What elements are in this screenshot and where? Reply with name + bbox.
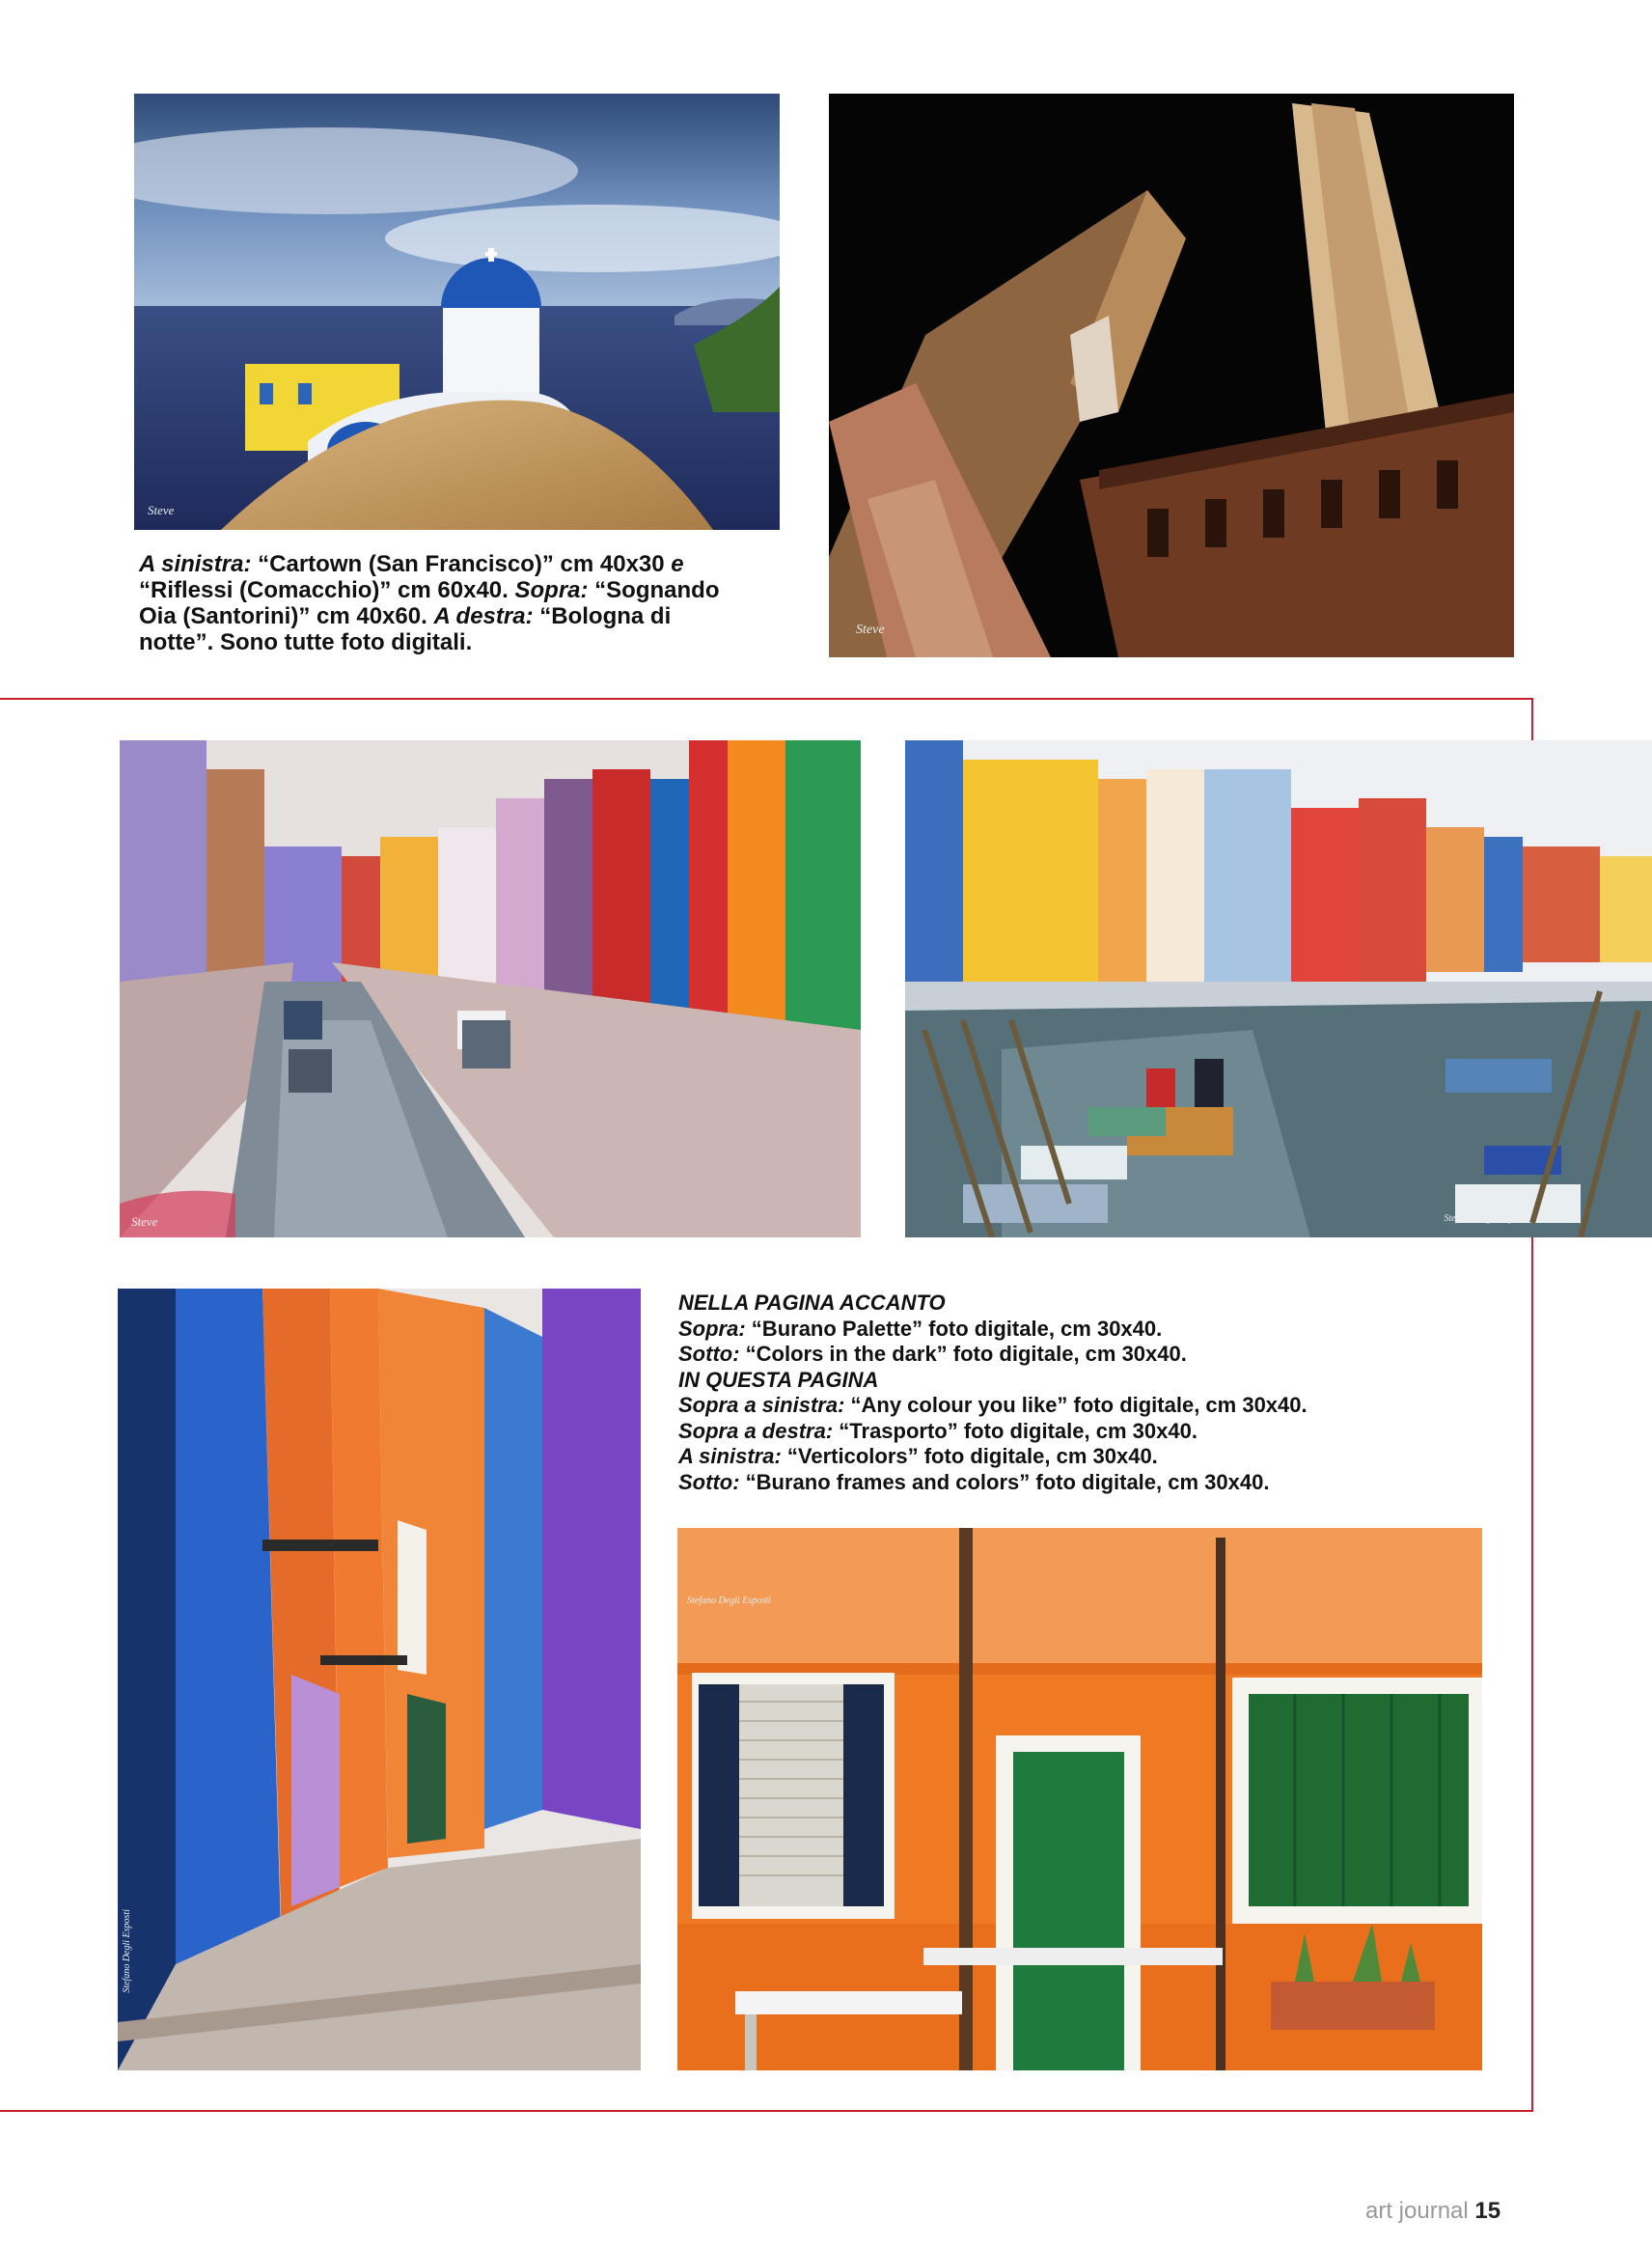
caption-text: “Burano frames and colors” foto digitale, cm 30x40. xyxy=(739,1469,1270,1494)
signature-canal-left: Steve xyxy=(131,1214,158,1229)
caption-text: “Verticolors” foto digitale, cm 30x40. xyxy=(781,1444,1158,1468)
signature-bologna: Steve xyxy=(856,623,885,637)
caption-label: Sopra a destra: xyxy=(678,1418,834,1443)
photo-sognando-oia xyxy=(134,94,780,530)
photo-verticolors xyxy=(118,1289,641,2070)
caption-right xyxy=(678,1291,1508,1495)
frame-line-top xyxy=(0,698,1533,700)
caption-label: A sinistra: xyxy=(139,551,252,577)
caption-text: “Riflessi (Comacchio)” cm 60x40. xyxy=(139,577,515,603)
caption-top-line-4 xyxy=(139,629,795,655)
caption-text: “Trasporto” foto digitale, cm 30x40. xyxy=(833,1418,1198,1443)
caption-text: “Burano Palette” foto digitale, cm 30x40. xyxy=(745,1316,1163,1341)
signature-vertical: Stefano Degli Esposti xyxy=(122,1909,132,1993)
caption-text: notte”. Sono tutte foto digitali. xyxy=(139,629,473,655)
caption-label: Sopra a sinistra: xyxy=(678,1393,845,1417)
caption-top xyxy=(139,551,795,655)
caption-row xyxy=(678,1444,1508,1470)
photo-bologna-di-notte xyxy=(829,94,1514,657)
caption-text: “Bologna di xyxy=(533,603,672,629)
caption-row xyxy=(678,1393,1508,1419)
caption-label: A destra: xyxy=(433,603,534,629)
photo-any-colour-you-like xyxy=(120,740,861,1237)
caption-conjunction: e xyxy=(671,551,684,577)
caption-top-line-3 xyxy=(139,603,795,629)
caption-label: A sinistra: xyxy=(678,1444,782,1468)
caption-text: “Sognando xyxy=(588,577,720,603)
caption-label: Sopra: xyxy=(514,577,589,603)
caption-text: “Colors in the dark” foto digitale, cm 30x40. xyxy=(739,1342,1187,1366)
caption-row xyxy=(678,1419,1508,1445)
signature-canal-right: Stefano Degli Esposti xyxy=(1444,1213,1528,1224)
caption-row xyxy=(678,1317,1508,1343)
page-folio xyxy=(1365,2198,1501,2225)
caption-text: Oia (Santorini)” cm 40x60. xyxy=(139,603,434,629)
caption-text: “Any colour you like” foto digitale, cm 30x40. xyxy=(844,1393,1308,1417)
caption-top-line-1 xyxy=(139,551,795,577)
photo-burano-frames-and-colors xyxy=(677,1528,1482,2070)
signature-door: Stefano Degli Esposti xyxy=(687,1596,771,1606)
signature-santorini: Steve xyxy=(148,503,175,517)
caption-row xyxy=(678,1470,1508,1496)
caption-label: Sotto: xyxy=(678,1469,740,1494)
caption-text: “Cartown (San Francisco)” cm 40x30 xyxy=(251,551,672,577)
caption-label: Sotto: xyxy=(678,1342,740,1366)
caption-heading-accanto: NELLA PAGINA ACCANTO xyxy=(678,1291,946,1315)
page-number: 15 xyxy=(1474,2198,1501,2224)
caption-top-line-2 xyxy=(139,577,795,603)
photo-trasporto xyxy=(905,740,1652,1237)
caption-heading-questa: IN QUESTA PAGINA xyxy=(678,1367,879,1392)
caption-row xyxy=(678,1342,1508,1368)
frame-line-bottom xyxy=(0,2110,1533,2112)
caption-label: Sopra: xyxy=(678,1316,746,1341)
journal-name: art journal xyxy=(1365,2198,1469,2224)
